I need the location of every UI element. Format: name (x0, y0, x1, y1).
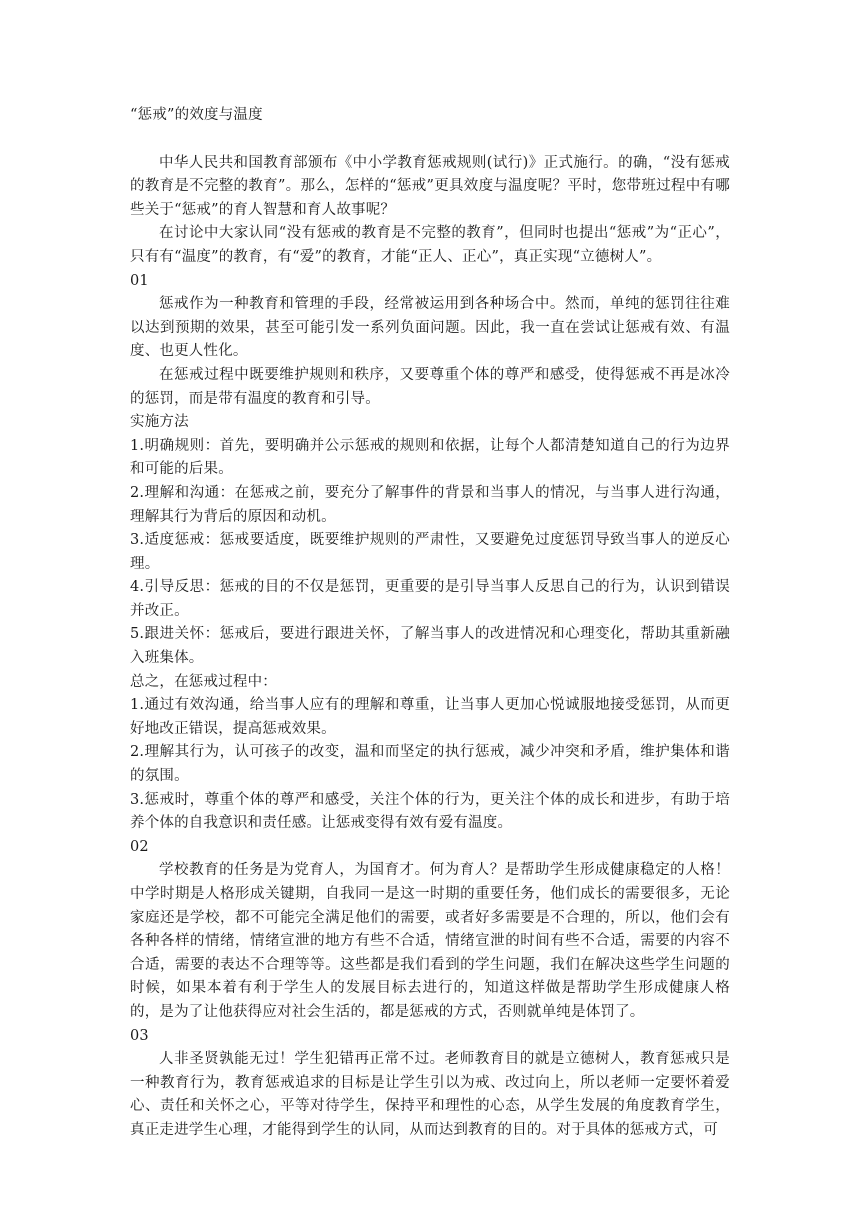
paragraph: 在惩戒过程中既要维护规则和秩序，又要尊重个体的尊严和感受，使得惩戒不再是冰冷的惩罚，而是带有温度的教育和引导。 (130, 366, 730, 407)
paragraph: 在讨论中大家认同“没有惩戒的教育是不完整的教育”，但同时也提出“惩戒”为“正心”，只有有“温度”的教育，有“爱”的教育，才能“正人、正心”，真正实现“立德树人”。 (130, 225, 730, 265)
paragraph: 1.通过有效沟通，给当事人应有的理解和尊重，让当事人更加心悦诚服地接受惩罚，从而更好地改正错误，提高惩戒效果。 (130, 697, 730, 737)
paragraph: 03 (130, 1027, 149, 1044)
paragraph: 3.惩戒时，尊重个体的尊严和感受，关注个体的行为，更关注个体的成长和进步，有助于培养个体的自我意识和责任感。让惩戒变得有效有爱有温度。 (130, 791, 730, 832)
paragraph: 3.适度惩戒：惩戒要适度，既要维护规则的严肃性，又要避免过度惩罚导致当事人的逆反心理。 (130, 532, 730, 572)
paragraph: 01 (130, 272, 149, 289)
paragraph: 实施方法 (130, 414, 189, 431)
document-body (130, 152, 730, 1143)
document-title: “惩戒”的效度与温度 (130, 107, 263, 123)
paragraph: 人非圣贤孰能无过！学生犯错再正常不过。老师教育目的就是立德树人，教育惩戒只是一种教育行为，教育惩戒追求的目标是让学生引以为戒、改过向上，所以老师一定要怀着爱心、责任和关怀之心，平等对待学生，保持平和理性的心态，从学生发展的角度教育学生，真正走进学生心理，才能得到学生的认同，从而达到教育的目的。对于具体的惩戒方式，可 (130, 1051, 730, 1138)
paragraph: 学校教育的任务是为党育人，为国育才。何为育人？是帮助学生形成健康稳定的人格！中学时期是人格形成关键期，自我同一是这一时期的重要任务，他们成长的需要很多，无论家庭还是学校，都不可能完全满足他们的需要，或者好多需要是不合理的，所以，他们会有各种各样的情绪，情绪宣泄的地方有些不合适，情绪宣泄的时间有些不合适，需要的内容不合适，需要的表达不合理等等。这些都是我们看到的学生问题，我们在解决这些学生问题的时候，如果本着有利于学生人的发展目标去进行的，知道这样做是帮助学生形成健康人格的，是为了让他获得应对社会生活的，都是惩戒的方式，否则就单纯是体罚了。 (130, 862, 730, 1020)
paragraph: 4.引导反思：惩戒的目的不仅是惩罚，更重要的是引导当事人反思自己的行为，认识到错误并改正。 (130, 579, 730, 619)
paragraph: 总之，在惩戒过程中： (130, 673, 277, 690)
paragraph: 5.跟进关怀：惩戒后，要进行跟进关怀，了解当事人的改进情况和心理变化，帮助其重新融入班集体。 (130, 626, 730, 667)
document-page (130, 104, 730, 1143)
paragraph: 2.理解和沟通：在惩戒之前，要充分了解事件的背景和当事人的情况，与当事人进行沟通，理解其行为背后的原因和动机。 (130, 484, 730, 525)
paragraph: 2.理解其行为，认可孩子的改变，温和而坚定的执行惩戒，减少冲突和矛盾，维护集体和谐的氛围。 (130, 744, 730, 785)
paragraph: 02 (130, 838, 149, 855)
paragraph: 惩戒作为一种教育和管理的手段，经常被运用到各种场合中。然而，单纯的惩罚往往难以达到预期的效果，甚至可能引发一系列负面问题。因此，我一直在尝试让惩戒有效、有温度、也更人性化。 (130, 296, 730, 360)
paragraph: 1.明确规则：首先，要明确并公示惩戒的规则和依据，让每个人都清楚知道自己的行为边界和可能的后果。 (130, 437, 730, 478)
paragraph: 中华人民共和国教育部颁布《中小学教育惩戒规则(试行)》正式施行。的确，“没有惩戒的教育是不完整的教育”。那么，怎样的“惩戒”更具效度与温度呢？平时，您带班过程中有哪些关于“惩戒”的育人智慧和育人故事呢？ (130, 154, 730, 218)
